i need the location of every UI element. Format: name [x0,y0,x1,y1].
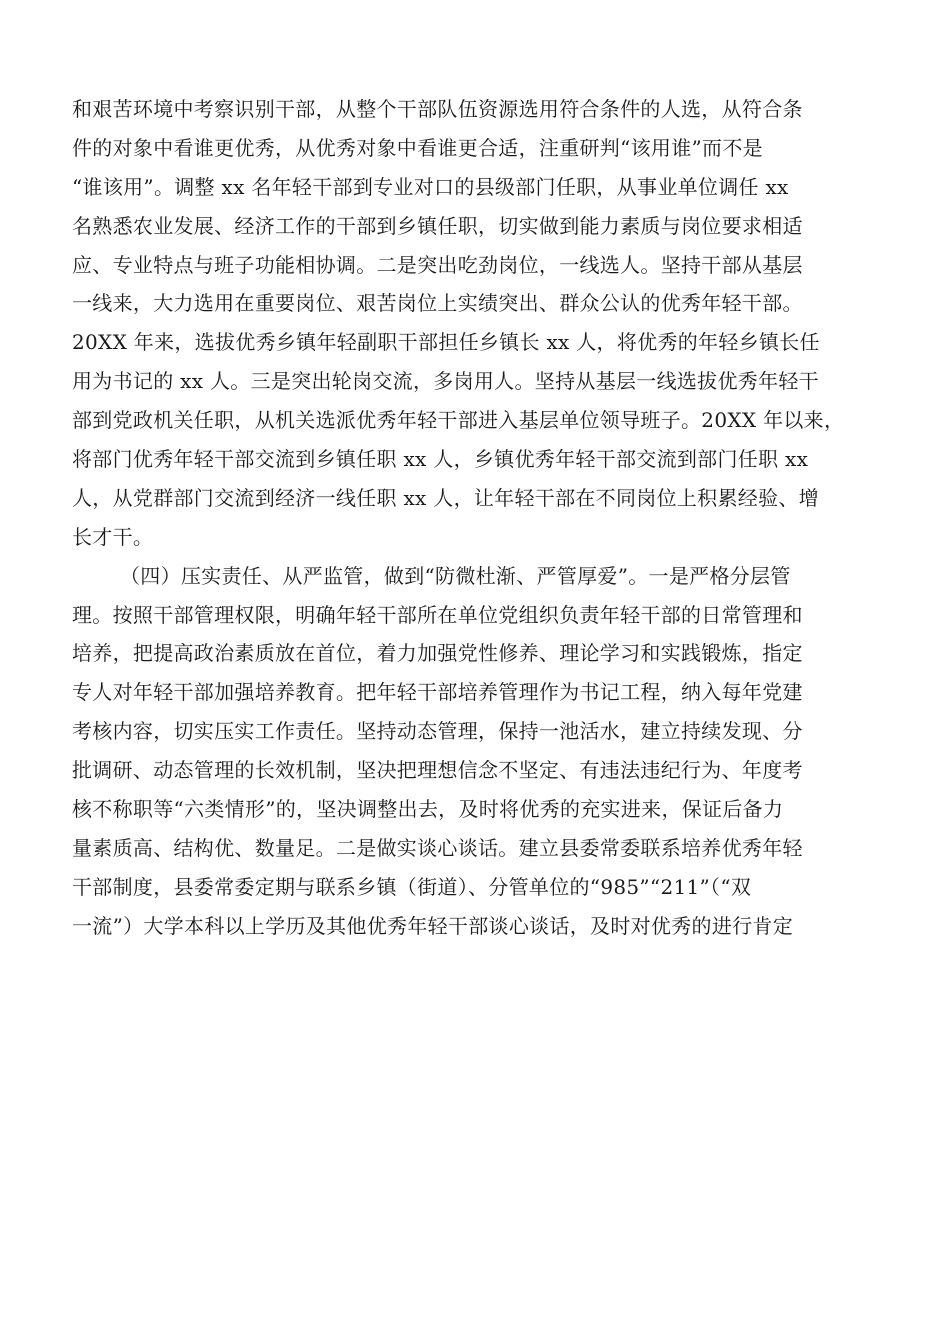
text-line: 量素质高、结构优、数量足。二是做实谈心谈话。建立县委常委联系培养优秀年轻 [72,835,803,860]
text-line: 干部制度，县委常委定期与联系乡镇（街道）、分管单位的“985”“211”（“双 [72,874,752,899]
text-line: 部到党政机关任职，从机关选派优秀年轻干部进入基层单位领导班子。20XX 年以来， [72,408,845,433]
text-line: 考核内容，切实压实工作责任。坚持动态管理，保持一池活水，建立持续发现、分 [72,719,803,744]
text-line: “谁该用”。调整 xx 名年轻干部到专业对口的县级部门任职，从事业单位调任 xx [72,174,789,199]
text-line: 将部门优秀年轻干部交流到乡镇任职 xx 人，乡镇优秀年轻干部交流到部门任职 xx [72,447,809,472]
text-line: 专人对年轻干部加强培养教育。把年轻干部培养管理作为书记工程，纳入每年党建 [72,680,803,705]
text-line: 长才干。 [72,524,154,549]
text-line: 20XX 年来，选拔优秀乡镇年轻副职干部担任乡镇长 xx 人，将优秀的年轻乡镇长任 [72,330,820,355]
text-line: 理。按照干部管理权限，明确年轻干部所在单位党组织负责年轻干部的日常管理和 [72,602,803,627]
text-line: 名熟悉农业发展、经济工作的干部到乡镇任职，切实做到能力素质与岗位要求相适 [72,213,803,238]
section-heading-line: （四）压实责任、从严监管，做到“防微杜渐、严管厚爱”。一是严格分层管 [120,563,791,588]
text-line: 用为书记的 xx 人。三是突出轮岗交流，多岗用人。坚持从基层一线选拔优秀年轻干 [72,369,819,394]
text-line: 和艰苦环境中考察识别干部，从整个干部队伍资源选用符合条件的人选，从符合条 [72,97,803,121]
text-line: 批调研、动态管理的长效机制，坚决把理想信念不坚定、有违法违纪行为、年度考 [72,758,803,783]
text-line: 一线来，大力选用在重要岗位、艰苦岗位上实绩突出、群众公认的优秀年轻干部。 [72,291,803,316]
text-line: 一流”）大学本科以上学历及其他优秀年轻干部谈心谈话，及时对优秀的进行肯定 [72,913,794,938]
text-line: 培养，把提高政治素质放在首位，着力加强党性修养、理论学习和实践锻炼，指定 [72,641,803,666]
text-line: 件的对象中看谁更优秀，从优秀对象中看谁更合适，注重研判“该用谁”而不是 [72,135,763,160]
text-line: 核不称职等“六类情形”的，坚决调整出去，及时将优秀的充实进来，保证后备力 [72,797,784,822]
body-text [72,90,882,946]
text-line: 应、专业特点与班子功能相协调。二是突出吃劲岗位，一线选人。坚持干部从基层 [72,252,803,277]
text-line: 人，从党群部门交流到经济一线任职 xx 人，让年轻干部在不同岗位上积累经验、增 [72,485,819,510]
